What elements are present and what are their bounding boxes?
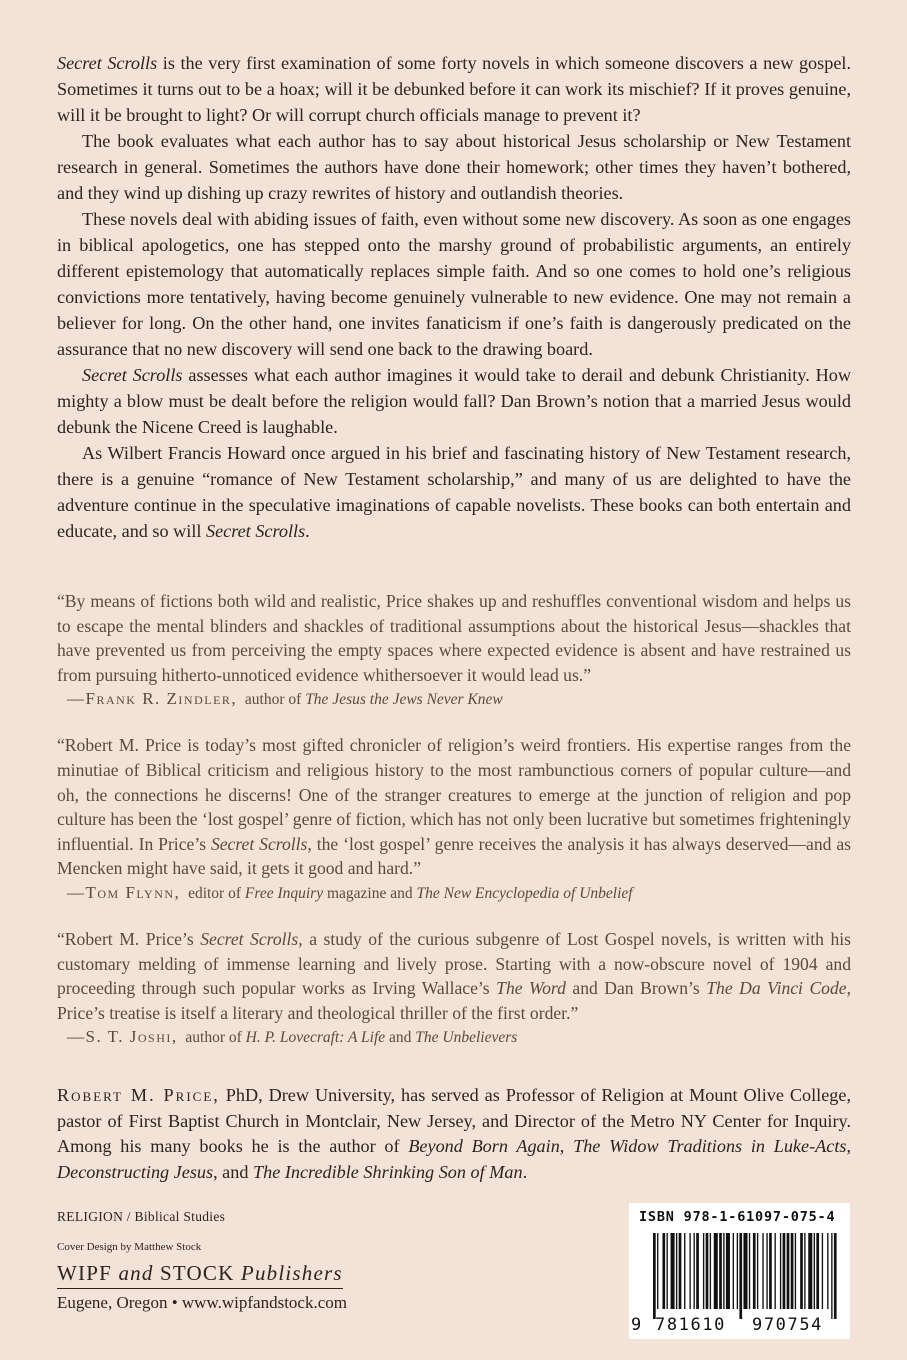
blurb-paragraph-4: Secret Scrolls assesses what each author imagines it would take to derail and debunk Christianity. How mighty a blow must be dealt before the religion would fall? Dan Brown’s notion that a married Jesus would debunk the Nicene Creed is laughable. [57, 365, 851, 437]
barcode-bars [639, 1233, 843, 1319]
book-title-ref: Secret Scrolls [82, 365, 183, 385]
publisher-location: Eugene, Oregon • www.wipfandstock.com [57, 1293, 347, 1312]
endorser-name: —Frank R. Zindler, [67, 689, 238, 709]
barcode-bar [800, 1233, 803, 1309]
description-blurb [57, 50, 851, 544]
endorsement-joshi [57, 927, 851, 1049]
endorsement-text: “By means of fictions both wild and realistic, Price shakes up and reshuffles conventional wisdom and helps us to escape the mental blinders and shackles of traditional assumptions about the historical Jesus—shackles that have prevented us from perceiving the empty spaces where expected evidence is absent and have restrained us from pursuing hitherto-unnoticed evidence whithersoever it would lead us.” [57, 591, 851, 685]
subject-category: RELIGION / Biblical Studies [57, 1209, 226, 1224]
barcode-bar [710, 1233, 711, 1309]
barcode-bar [671, 1233, 675, 1309]
blurb-paragraph-5: As Wilbert Francis Howard once argued in his brief and fascinating history of New Testament research, there is a genuine “romance of New Testament scholarship,” and many of us are delighted to have the adventure continue in the speculative imaginations of capable novelists. These books can both entertain and educate, and so will Secret Scrolls. [57, 443, 851, 541]
barcode-bar [762, 1233, 763, 1309]
barcode-bar [689, 1233, 690, 1309]
endorser-name: —Tom Flynn, [67, 882, 181, 902]
isbn-label: ISBN 978-1-61097-075-4 [639, 1209, 836, 1225]
barcode-bar [726, 1233, 730, 1309]
barcode-bar [827, 1233, 828, 1309]
barcode-bar [739, 1233, 742, 1319]
blurb-paragraph-2: The book evaluates what each author has to say about historical Jesus scholarship or New Testament research in general. Sometimes the authors have done their homework; other times they haven’t bothered, and they wind up dishing up crazy rewrites of history and outlandish theories. [57, 131, 851, 203]
endorsement-attribution: —Tom Flynn, editor of Free Inquiry magazine and The New Encyclopedia of Unbelief [67, 882, 633, 902]
barcode-bar [804, 1233, 805, 1309]
endorsement-zindler [57, 589, 851, 711]
barcode-bar [814, 1233, 815, 1309]
barcode-bar [696, 1233, 699, 1309]
barcode-bar [766, 1233, 767, 1309]
barcode-bar [657, 1233, 658, 1309]
barcode-bar [743, 1233, 747, 1309]
barcode-bar [831, 1233, 832, 1319]
publisher-block [57, 1261, 347, 1313]
barcode-bar [676, 1233, 677, 1309]
author-name: Robert M. Price, [57, 1085, 220, 1106]
cover-design-credit: Cover Design by Matthew Stock [57, 1241, 202, 1253]
barcode-bar [787, 1233, 790, 1309]
barcode-bar [783, 1233, 786, 1309]
blurb-paragraph-1: Secret Scrolls is the very first examination of some forty novels in which someone discovers a new gospel. Sometimes it turns out to be a hoax; will it be debunked before it can work its mischief? If it proves genuine, will it be brought to light? Or will corrupt church officials manage to prevent it? [57, 53, 851, 125]
endorsement-text: “Robert M. Price is today’s most gifted chronicler of religion’s weird frontiers. His expertise ranges from the minutiae of Biblical criticism and religious history to the most rambunctious corners of popular culture—and oh, the connections he discerns! One of the stranger creatures to emerge at the junction of religion and pop culture has been the ‘lost gospel’ genre of fiction, which has not only been lucrative but sometimes frighteningly influential. In Price’s Secret Scrolls, the ‘lost gospel’ genre receives the analysis it has always deserved—and as Mencken might have said, it gets it good and hard.” [57, 735, 851, 879]
barcode-bar [653, 1233, 656, 1319]
endorsement-attribution: —S. T. Joshi, author of H. P. Lovecraft: A Life and The Unbelievers [67, 1027, 518, 1047]
back-cover-content [57, 50, 851, 1185]
endorsement-attribution: —Frank R. Zindler, author of The Jesus the Jews Never Knew [67, 689, 503, 709]
barcode-bar [737, 1233, 738, 1309]
blurb-paragraph-3: These novels deal with abiding issues of faith, even without some new discovery. As soon as one engages in biblical apologetics, one has stepped onto the marshy ground of probabilistic arguments, an entirely different epistemology that automatically replaces simple faith. And so one comes to hold one’s religious convictions more tentatively, having become genuinely vulnerable to new evidence. One may not remain a believer for long. On the other hand, one invites fanaticism if one’s faith is dangerously predicated on the assurance that no new discovery will send one back to the drawing board. [57, 209, 851, 359]
barcode-bar [733, 1233, 734, 1309]
endorsement-text: “Robert M. Price’s Secret Scrolls, a study of the curious subgenre of Lost Gospel novels, is written with his customary melding of immense learning and lively prose. Starting with a now-obscure novel of 1904 and proceeding through such popular works as Irving Wallace’s The Word and Dan Brown’s The Da Vinci Code, Price’s treatise is itself a literary and theological thriller of the first order.” [57, 928, 851, 1023]
barcode-bar [822, 1233, 823, 1309]
book-title-ref: Secret Scrolls [206, 521, 306, 541]
book-title-ref: Secret Scrolls [57, 53, 158, 73]
barcode-bar [775, 1233, 776, 1309]
isbn-barcode: ISBN 978-1-61097-075-4 9 781610 970754 [629, 1203, 850, 1339]
barcode-bar [749, 1233, 750, 1309]
barcode-bar [706, 1233, 709, 1309]
barcode-bar [757, 1233, 758, 1309]
barcode-bar [816, 1233, 819, 1309]
barcode-bar [808, 1233, 812, 1309]
barcode-bar [714, 1233, 718, 1309]
barcode-bar [667, 1233, 668, 1309]
endorser-name: —S. T. Joshi, [67, 1027, 178, 1047]
barcode-bar [753, 1233, 756, 1309]
endorsements [57, 589, 851, 1049]
author-bio: Robert M. Price, PhD, Drew University, has served as Professor of Religion at Mount Olive College, pastor of First Baptist Church in Montclair, New Jersey, and Director of the Metro NY Center for Inquiry. Among his many books he is the author of Beyond Born Again, The Widow Traditions in Luke-Acts, Deconstructing Jesus, and The Incredible Shrinking Son of Man. [57, 1085, 851, 1182]
barcode-bar [723, 1233, 724, 1309]
barcode-bar [834, 1233, 837, 1319]
barcode-bar [694, 1233, 695, 1309]
barcode-bar [679, 1233, 682, 1309]
publisher-logo: WIPF and STOCK Publishers [57, 1261, 343, 1289]
barcode-bar [662, 1233, 665, 1309]
barcode-bar [684, 1233, 685, 1309]
barcode-bar [795, 1233, 796, 1309]
barcode-bar [791, 1233, 794, 1309]
barcode-bar [719, 1233, 722, 1309]
barcode-bar [769, 1233, 772, 1309]
barcode-bar [703, 1233, 704, 1309]
barcode-bar [780, 1233, 781, 1309]
endorsement-flynn [57, 733, 851, 905]
